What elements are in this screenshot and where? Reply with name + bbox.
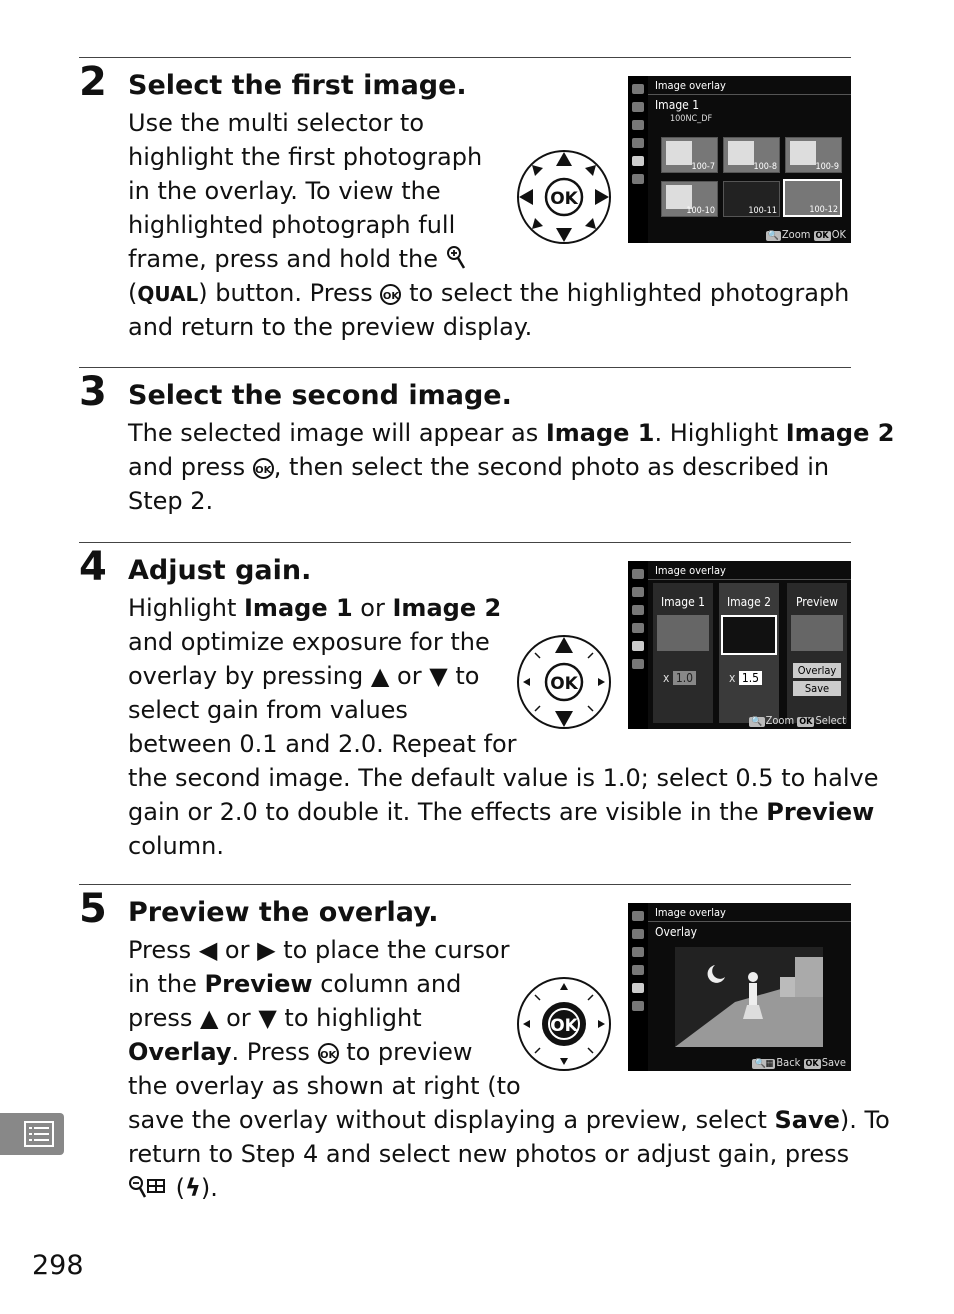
overlay-preview-image [675,947,823,1047]
thumbnail-label: 100-8 [753,162,777,172]
step-number: 2 [79,59,107,105]
text-span: to place the cursor [283,936,510,964]
text-line: return to Step 4 and select new photos or adjust gain, press [128,1140,850,1168]
screen-subtitle: Image 1 [655,98,700,112]
text-line: and optimize exposure for the [128,628,490,656]
gain-multiplier: x [663,671,670,685]
text-line: Step 2. [128,487,214,515]
ok-label: OK [550,189,578,209]
up-arrow-icon: ▲ [370,662,390,690]
text-span: to [455,662,480,690]
ok-label: OK [550,674,578,694]
step-number: 3 [79,369,107,415]
menu-list-icon [24,1121,54,1147]
camera-screen-overlay-preview [628,903,851,1071]
screen-footer: 🔍▦ Back OK Save [754,1056,846,1069]
text-line [128,276,849,310]
ok-button-icon: OK [380,284,401,305]
flash-icon: ϟ [185,1174,201,1202]
ok-button-icon: OK [253,458,274,479]
text-span: to highlight [284,1004,422,1032]
camera-screen-image-select [628,76,851,243]
text-line: the second image. The default value is 1.0; select 0.5 to halve [128,764,879,792]
bold-text: Image 2 [785,419,895,447]
multi-selector-diagram [515,633,613,731]
bold-text: Save [774,1106,840,1134]
divider [79,542,851,543]
bold-text: Overlay [128,1038,232,1066]
thumbnail-label: 100-10 [686,206,715,216]
text-line: the overlay as shown at right (to [128,1072,521,1100]
overlay-button[interactable]: Overlay [793,663,841,678]
thumbnail[interactable] [723,181,780,217]
step-number: 4 [79,544,107,590]
text-span: to select the highlighted photograph [409,279,850,307]
text-line [128,242,849,276]
ok-label: OK [550,1016,578,1036]
screen-footer: 🔍 Zoom OK Select [751,714,846,727]
text-line: column. [128,832,224,860]
gain-image1[interactable] [663,671,696,685]
text-span: and press [128,453,246,481]
bold-text: Image 2 [392,594,502,622]
column-header: Image 1 [660,595,706,609]
screen-subtitle: Overlay [655,925,697,939]
gain-value: 1.0 [673,671,696,685]
thumbnail-label: 100-9 [815,162,839,172]
step-number: 5 [79,886,107,932]
text-span: overlay by pressing [128,662,364,690]
menu-sidebar [628,903,648,1071]
right-arrow-icon: ▶ [257,936,276,964]
text-line: Use the multi selector to [128,109,425,137]
bold-text: Image 1 [244,594,353,622]
image2-preview [721,615,777,655]
overlay-preview [791,615,843,651]
text-line [128,1103,890,1137]
save-button[interactable]: Save [793,681,841,696]
text-span: ). [200,1174,218,1202]
column-preview[interactable] [787,583,847,723]
screen-title: Image overlay [655,906,726,919]
ok-chip: OK [799,717,813,727]
step-title: Select the first image. [128,70,467,101]
text-span: or [397,662,422,690]
text-line [128,1171,890,1205]
thumbnail[interactable] [661,137,718,173]
camera-screen-gain [628,561,851,729]
footer-select: Select [815,714,846,727]
footer-back: Back [776,1056,801,1069]
text-span: or [226,1004,251,1032]
up-arrow-icon: ▲ [200,1004,219,1032]
zoom-out-thumbnail-icon [128,1174,168,1200]
section-tab [0,1113,64,1155]
page-number: 298 [32,1250,84,1281]
screen-title: Image overlay [655,564,726,577]
down-arrow-icon: ▼ [429,662,448,690]
ok-button-icon: OK [318,1043,339,1064]
zoom-in-icon [446,244,466,270]
divider [79,57,851,58]
ok-chip: OK [805,1059,819,1069]
text-span: or [360,594,385,622]
text-line [128,450,894,484]
text-span: Press [128,936,192,964]
text-span: . Highlight [654,419,779,447]
text-span: ). To [839,1106,890,1134]
thumbnail[interactable] [723,137,780,173]
text-span: , then select the second photo as described in [273,453,830,481]
text-span: frame, press and hold the [128,245,438,273]
gain-value: 1.5 [739,671,762,685]
thumbnail-label: 100-12 [809,205,838,215]
text-span: . Press [231,1038,310,1066]
text-span: in the [128,970,197,998]
bold-text: Image 1 [545,419,655,447]
footer-zoom: Zoom [781,228,811,241]
divider [79,884,851,885]
column-header: Preview [796,595,838,609]
screen-title: Image overlay [655,79,726,92]
text-span: ) button. Press [198,279,373,307]
text-span: or [224,936,250,964]
down-arrow-icon: ▼ [258,1004,277,1032]
thumbnail[interactable] [661,181,718,217]
ok-chip: OK [815,231,829,241]
bold-text: Preview [204,970,313,998]
folder-name: 100NC_DF [670,114,713,124]
column-image1[interactable] [653,583,713,723]
footer-zoom: Zoom [765,714,795,727]
text-span: to preview [346,1038,473,1066]
thumbnail-label: 100-7 [691,162,715,172]
multi-selector-diagram [515,975,613,1073]
step-title: Adjust gain. [128,555,312,586]
menu-sidebar [628,76,648,243]
text-span: Highlight [128,594,237,622]
bold-text: Preview [766,798,875,826]
image1-preview [657,615,709,651]
text-line: between 0.1 and 2.0. Repeat for [128,730,517,758]
step-body [128,416,894,518]
text-line [128,795,878,829]
text-line [128,416,894,450]
screen-footer: 🔍 Zoom OK OK [767,228,846,241]
text-line: highlighted photograph full [128,211,456,239]
step-title: Select the second image. [128,380,512,411]
thumbnail-selected[interactable] [783,179,842,217]
text-span: The selected image will appear as [128,419,539,447]
multi-selector-diagram [515,148,613,246]
thumbnail[interactable] [785,137,842,173]
text-span: gain or 2.0 to double it. The effects are visible in the [128,798,759,826]
text-span: ( [128,279,138,307]
text-span: ( [175,1174,186,1202]
footer-ok: OK [831,228,846,241]
divider [79,367,851,368]
text-span: press [128,1004,193,1032]
text-line: highlight the first photograph [128,143,483,171]
text-line: select gain from values [128,696,408,724]
column-image2[interactable] [719,583,779,723]
gain-image2[interactable] [729,671,762,685]
column-header: Image 2 [726,595,772,609]
thumbnail-label: 100-11 [748,206,777,216]
footer-save: Save [821,1056,846,1069]
text-line: in the overlay. To view the [128,177,441,205]
gain-multiplier: x [729,671,736,685]
step-title: Preview the overlay. [128,897,439,928]
qual-label: QUAL [137,282,199,306]
left-arrow-icon: ◀ [198,936,218,964]
menu-sidebar [628,561,648,729]
text-span: column and [320,970,462,998]
text-line: and return to the preview display. [128,313,533,341]
text-span: save the overlay without displaying a preview, select [128,1106,767,1134]
